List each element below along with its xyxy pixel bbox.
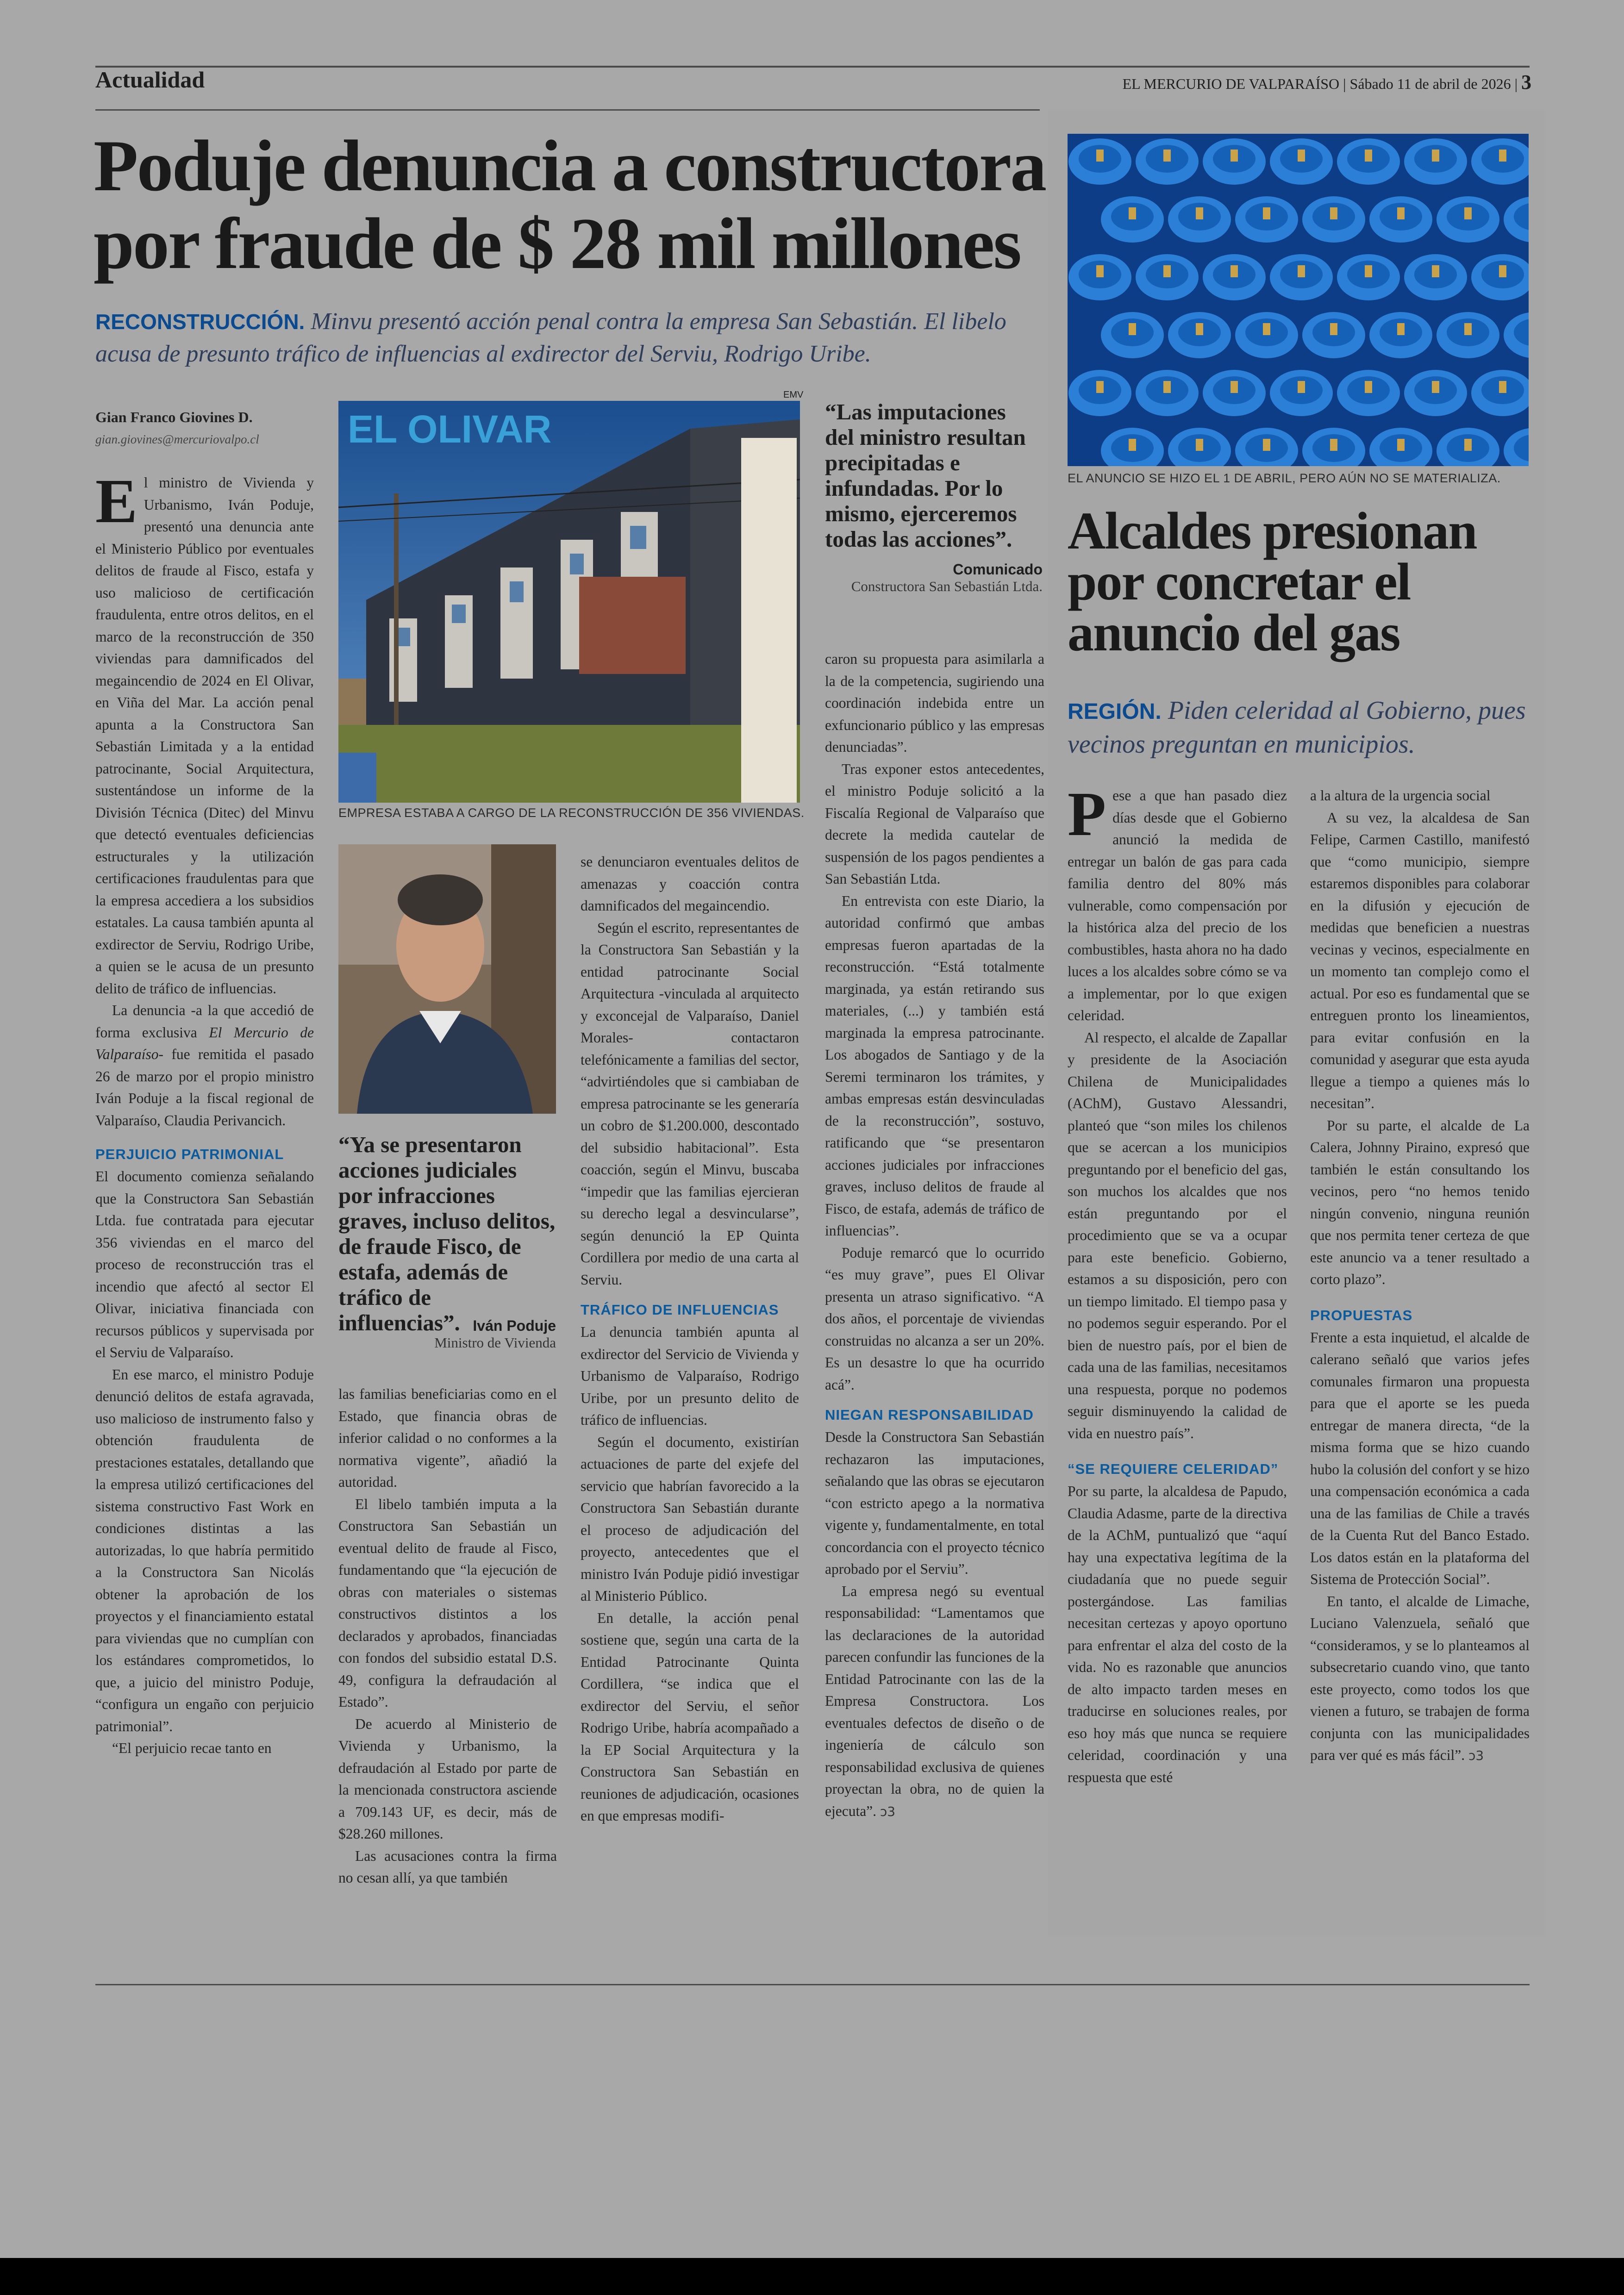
gas-cylinder-icon [1369,312,1432,358]
paragraph: Según el escrito, representantes de la Constructora San Sebastián y la entidad patrocinante Social Arquitectura -vinculada al arquitecto y exconcejal de Valparaíso, Daniel Morales- contactaron telefónicamente a familias del sector, “advirtiéndoles que si cambiaban de empresa patrocinante se les generaría un cobro de $1.200.000, descontado del subsidio habitacional”. Esta coacción, según el Minvu, buscaba “impedir que las familias ejercieran su derecho legal a desvincularse”, según denunció la EP Quinta Cordillera por medio de una carta al Serviu. [581,919,799,1288]
byline: Gian Franco Giovines D. [95,409,253,425]
gas-cylinder-icon [1437,196,1499,243]
gas-cylinder-icon [1203,254,1266,300]
gas-cylinder-icon [1270,254,1333,300]
paragraph: Las acusaciones contra la firma no cesan allí, ya que también [338,1847,557,1886]
paragraph: las familias beneficiarias como en el Estado, que financia obras de inferior calidad o no conformes a la normativa vigente”, añadió la autoridad. [338,1386,557,1490]
paragraph: Poduje remarcó que lo ocurrido “es muy grave”, pues El Olivar presenta un atraso significativo. “A dos años, el porcentaje de viviendas construidas no alcanza a ser un 20%. Es un desastre lo que ha ocurrido acá”. [825,1244,1044,1393]
page-number: 3 [1521,71,1531,94]
gas-cylinder-icon [1337,254,1400,300]
paragraph: caron su propuesta para asimilarla a la de la competencia, sugiriendo una coordinación indebida entre un exfuncionario público y las empresas denunciadas”. [825,651,1044,755]
paragraph: “El perjuicio recae tanto en [112,1740,272,1756]
photo1-caption: EMPRESA ESTABA A CARGO DE LA RECONSTRUCCIÓN DE 356 VIVIENDAS. [338,806,805,820]
paragraph: La empresa negó su eventual responsabilidad: “Lamentamos que las declaraciones de la autoridad parecen confundir las funciones de la Entidad Patrocinante con las de la Empresa Constructora. Los eventuales defectos de diseño o de ingeniería de cálculo son responsabilidad exclusiva de quienes proyectan la obra, no de quien la ejecuta”. ↄ3 [825,1583,1044,1819]
paragraph: se denunciaron eventuales delitos de amenazas y coacción contra damnificados del megaincendio. [581,854,799,914]
quote2-author: Iván Poduje [473,1317,556,1334]
gas-cylinder-icon [1302,196,1365,243]
gas-cylinder-icon [1337,138,1400,185]
portrait-illustration [338,844,556,1114]
side-column-2 [1310,785,1530,1767]
side-deck [1068,694,1535,761]
deck-kicker: RECONSTRUCCIÓN. [95,310,305,334]
gas-cylinders-photo [1068,134,1529,466]
main-column-2 [338,1383,557,1889]
gas-cylinder-icon [1101,196,1164,243]
paragraph: En ese marco, el ministro Poduje denunció delitos de estafa agravada, uso malicioso de instrumento falso y obtención fraudulenta de prestaciones estatales, detallando que la empresa utilizó certificaciones del sistema constructivo Fast Work en condiciones distintas a las autorizadas, lo que habría permitido a la Constructora San Nicolás obtener la aprobación de los proyectos y el financiamiento estatal para viviendas que no cumplían con los estándares comprometidos, lo que, a juicio del ministro Poduje, “configura un engaño con perjuicio patrimonial”. [95,1366,314,1734]
bottom-bar [0,2258,1624,2295]
paragraph: Al respecto, el alcalde de Zapallar y presidente de la Asociación Chilena de Municipalidades (AChM), Gustavo Alessandri, planteó que “son miles los chilenos que se acercan a los municipios preguntando por el beneficio del gas, son muchos los alcaldes que nos están preguntando por el procedimiento que se va a ocupar para este beneficio. Gobierno, estamos a su disposición, pero con un tiempo limitado. El tiempo pasa y no podemos seguir esperando. Por el bien de nuestro país, por el bien de cada una de las familias, necesitamos una respuesta, porque no podemos seguir disminuyendo la calidad de vida en nuestro país”. [1068,1029,1287,1441]
gas-cylinder-icon [1404,138,1467,185]
side-photo-caption: EL ANUNCIO SE HIZO EL 1 DE ABRIL, PERO AÚN NO SE MATERIALIZA. [1068,471,1501,485]
main-headline: Poduje denuncia a constructora por fraude de $ 28 mil millones [94,125,1046,284]
paragraph: Tras exponer estos antecedentes, el ministro Poduje solicitó a la Fiscalía Regional de Valparaíso que decrete la medida cautelar de suspensión de los pagos pendientes a San Sebastián Ltda. [825,761,1044,887]
photo-credit: EMV [783,390,804,400]
gas-cylinder-icon [1235,196,1298,243]
issue-date: Sábado 11 de abril de 2026 [1349,75,1511,92]
end-mark: ↄ3 [880,1803,896,1819]
poduje-portrait [338,844,556,1114]
gas-cylinder-icon [1136,370,1199,416]
quote1-author: Comunicado [953,561,1043,578]
byline-email: gian.giovines@mercuriovalpo.cl [95,432,259,446]
paragraph: En detalle, la acción penal sostiene que, según una carta de la Entidad Patrocinante Quinta Cordillera, “se indica que el exdirector del Serviu, el señor Rodrigo Uribe, habría acompañado a la EP Social Arquitectura y la Constructora San Sebastián en reuniones de adjudicación, ocasiones en que empresas modifi- [581,1609,799,1824]
pull-quote-1: “Las imputaciones del ministro resultan precipitadas e infundadas. Por lo mismo, ejerceremos todas las acciones”. [825,399,1026,552]
paragraph: Desde la Constructora San Sebastián rechazaron las imputaciones, señalando que las obras se ejecutaron “con estricto apego a la normativa vigente y, fundamentalmente, en total concordancia con el proyecto técnico aprobado por el Serviu”. [825,1429,1044,1577]
paragraph: A su vez, la alcaldesa de San Felipe, Carmen Castillo, manifestó que “como municipio, siempre estaremos disponibles para colaborar en la difusión y ejecución de medidas que beneficien a nuestras vecinas y vecinos, especialmente en un momento tan complejo como el actual. Por eso es fundamental que se entreguen pronto los lineamientos, para evitar confusión en la comunidad y asegurar que esta ayuda llegue a tiempo a quienes más lo necesitan”. [1310,809,1530,1111]
subhead-trafico: TRÁFICO DE INFLUENCIAS [581,1302,779,1318]
gas-cylinder-icon [1270,370,1333,416]
deck-text: Minvu presentó acción penal contra la empresa San Sebastián. El libelo acusa de presunto tráfico de influencias al exdirector del Serviu, Rodrigo Uribe. [95,308,1006,367]
side-deck-text: Piden celeridad al Gobierno, pues vecinos preguntan en municipios. [1068,696,1526,759]
paragraph: De acuerdo al Ministerio de Vivienda y Urbanismo, la defraudación al Estado por parte de la mencionada constructora asciende a 709.143 UF, es decir, más de $28.260 millones. [338,1715,557,1842]
gas-cylinder-icon [1404,370,1467,416]
paragraph: La denuncia también apunta al exdirector del Servicio de Vivienda y Urbanismo de Valparaíso, Rodrigo Uribe, por un presunto delito de tráfico de influencias. [581,1324,799,1428]
main-column-4 [825,648,1044,1822]
gas-cylinder-icon [1101,312,1164,358]
paragraph: En tanto, el alcalde de Limache, Luciano Valenzuela, señaló que “consideramos, y se lo planteamos al subsecretario cuando vino, que tanto este proyecto, como todos los que vienen a futuro, se trabajen de forma conjunta con las municipalidades para ver qué es más fácil”. ↄ3 [1310,1593,1530,1763]
main-column-1 [95,406,314,1759]
quote1-attribution [825,561,1043,595]
end-mark: ↄ3 [1468,1748,1484,1763]
gas-cylinder-icon [1337,370,1400,416]
quote1-role: Constructora San Sebastián Ltda. [851,578,1043,594]
gas-cylinder-icon [1168,312,1231,358]
photo-sign-text: EL OLIVAR [348,407,552,451]
paragraph: Por su parte, la alcaldesa de Papudo, Claudia Adasme, parte de la directiva de la AChM, puntualizó que “aquí hay una expectativa legítima de la ciudadanía que no puede seguir postergándose. Las familias necesitan certezas y apoyo oportuno para enfrentar el alza del costo de la vida. No es razonable que anuncios de alto impacto tarden meses en traducirse en soluciones reales, por eso hoy más que nunca se requiere celeridad, coordinación y una respuesta que esté [1068,1483,1287,1785]
footer-rule [95,1984,1530,1985]
gas-cylinder-icon [1302,312,1365,358]
masthead: EL MERCURIO DE VALPARAÍSO | Sábado 11 de abril de 2026 | 3 [1122,71,1531,94]
gas-cylinder-icon [1203,370,1266,416]
gas-cylinder-icon [1437,312,1499,358]
paragraph: En entrevista con este Diario, la autoridad confirmó que ambas empresas fueron apartadas de la reconstrucción. “Está totalmente marginada, ya están retirando sus materiales, (...) y también está marginada la empresa patrocinante. Los abogados de Santiago y de la Seremi terminaron los trámites, y ambas empresas están desvinculadas de la reconstrucción”, sostuvo, ratificando que “se presentaron acciones judiciales por infracciones graves, incluso delitos de fraude al Fisco, de estafa, además de tráfico de influencias”. [825,892,1044,1239]
gas-cylinder-icon [1068,370,1131,416]
side-column-1 [1068,780,1287,1788]
paragraph: l ministro de Vivienda y Urbanismo, Iván Poduje, presentó una denuncia ante el Ministerio Público por eventuales delitos de fraude al Fisco, estafa y uso malicioso de certificación fraudulenta, entre otros delitos, en el marco de la reconstrucción de 350 viviendas para damnificados del megaincendio de 2024 en El Olivar, en Viña del Mar. La acción penal apunta a la Constructora San Sebastián Limitada y a la entidad patrocinante, Social Arquitectura, sustentándose un informe de la División Técnica (Ditec) del Minvu que detectó eventuales deficiencias estructurales y la utilización certificaciones fraudulentas para que la empresa accediera a los subsidios estatales. La causa también apunta al exdirector de Serviu, Rodrigo Uribe, a quien se le acusa de un presunto delito de tráfico de influencias. [95,474,314,997]
gas-cylinder-icon [1068,138,1131,185]
quote2-role: Ministro de Vivienda [434,1335,556,1351]
gas-cylinder-icon [1235,312,1298,358]
el-olivar-photo [338,401,800,803]
gas-cylinder-icon [1203,138,1266,185]
main-column-3 [581,851,799,1827]
drop-cap: E [95,467,137,536]
gas-cylinder-icon [1369,196,1432,243]
pull-quote-2: “Ya se presentaron acciones judiciales por infracciones graves, incluso delitos, de fraude Fisco, de estafa, además de tráfico de influencias”. [338,1132,556,1335]
newspaper-name: EL MERCURIO DE VALPARAÍSO [1122,75,1340,92]
paragraph: a la altura de la urgencia social [1310,787,1491,804]
gas-cylinder-icon [1270,138,1333,185]
subhead-celeridad: “SE REQUIERE CELERIDAD” [1068,1461,1279,1477]
side-headline: Alcaldes presionan por concretar el anuncio del gas [1068,501,1477,662]
section-title: Actualidad [95,67,205,93]
header-bottom-rule [95,109,1040,111]
paragraph: Por su parte, el alcalde de La Calera, Johnny Piraino, expresó que también le están consultando los vecinos, pero “no hemos tenido ningún convenio, ninguna reunión que nos permita tener certeza de que este anuncio va a tener resultado a corto plazo”. [1310,1117,1530,1287]
paragraph: El libelo también imputa a la Constructora San Sebastián un eventual delito de fraude al Fisco, fundamentando que “la ejecución de obras con materiales o sistemas constructivos distintos a los declarados y aprobados, financiadas con fondos del subsidio estatal D.S. 49, configura la defraudación al Estado”. [338,1496,557,1710]
gas-cylinder-icon [1168,196,1231,243]
gas-cylinder-icon [1404,254,1467,300]
gas-cylinder-icon [1136,254,1199,300]
paragraph: La denuncia -a la que accedió de forma exclusiva El Mercurio de Valparaíso- fue remitida el pasado 26 de marzo por el propio ministro Iván Poduje a la fiscal regional de Valparaíso, Claudia Perivancich. [95,1002,314,1129]
houses-illustration [338,401,800,803]
subhead-niegan: NIEGAN RESPONSABILIDAD [825,1407,1034,1423]
side-deck-kicker: REGIÓN. [1068,699,1162,724]
main-deck [95,306,1049,370]
subhead-perjuicio: PERJUICIO PATRIMONIAL [95,1146,284,1162]
header-top-rule [95,66,1530,68]
subhead-propuestas: PROPUESTAS [1310,1307,1413,1323]
gas-cylinder-icon [1136,138,1199,185]
paragraph: Frente a esta inquietud, el alcalde de calerano señaló que varios jefes comunales firmaron una propuesta para que el aporte se les pueda entregar de manera directa, “de la misma forma que se hizo cuando hubo la colusión del confort y se hizo una compensación económica a cada una de las familias de Chile a través de la Cuenta Rut del Banco Estado. Los datos están en la plataforma del Sistema de Protección Social”. [1310,1329,1530,1587]
paragraph: El documento comienza señalando que la Constructora San Sebastián Ltda. fue contratada para ejecutar 356 viviendas en el marco del proceso de reconstrucción tras el incendio que afectó al sector El Olivar, iniciativa financiada con recursos públicos y supervisada por el Serviu de Valparaíso. [95,1168,314,1360]
quote2-attribution [338,1317,556,1351]
gas-cylinder-icon [1068,254,1131,300]
paragraph: ese a que han pasado diez días desde que el Gobierno anunció la medida de entregar un balón de gas para cada familia dentro del 80% más vulnerable, como compensación por la histórica alza del precio de los combustibles, hasta ahora no ha dado luces a los alcaldes sobre cómo se va a implementar, por lo que exigen celeridad. [1068,787,1287,1023]
paragraph: Según el documento, existirían actuaciones de parte del exjefe del servicio que habrían favorecido a la Constructora San Sebastián durante el proceso de adjudicación del proyecto, antecedentes que el ministro Iván Poduje pidió investigar al Ministerio Público. [581,1434,799,1604]
gas-cylinders-illustration [1068,134,1529,466]
side-drop-cap: P [1068,780,1106,849]
